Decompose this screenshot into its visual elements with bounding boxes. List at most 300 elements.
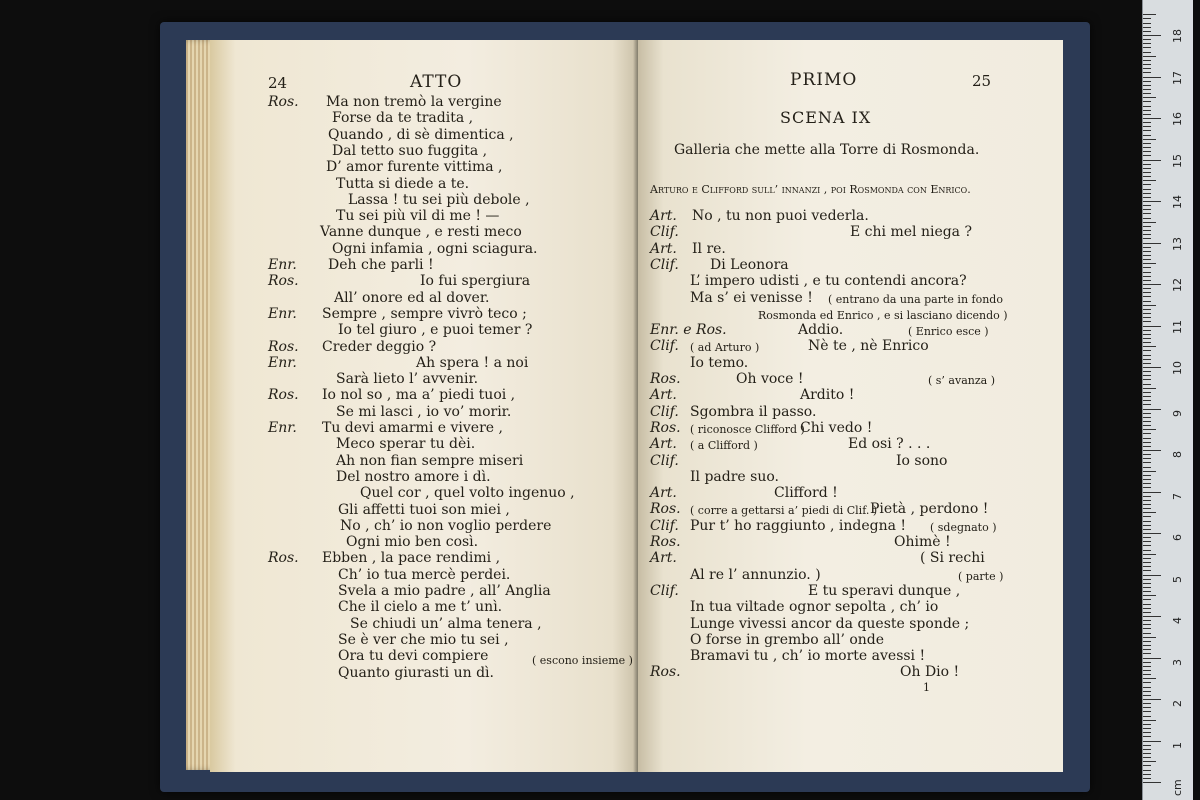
ruler-tick <box>1143 72 1151 73</box>
stage-direction: ( entrano da una parte in fondo <box>828 292 1003 306</box>
dialogue-line: E chi mel niega ? <box>850 224 972 241</box>
ruler-tick <box>1143 550 1151 551</box>
ruler-number: 1 <box>1171 741 1184 749</box>
ruler-tick <box>1143 122 1151 123</box>
dialogue-line: Addio. <box>798 322 844 339</box>
verse-line: All’ onore ed al dover. <box>334 289 490 306</box>
ruler-number: 17 <box>1171 70 1184 85</box>
ruler-tick <box>1143 512 1156 513</box>
ruler-tick <box>1143 305 1156 306</box>
speaker-label: Art. <box>650 240 677 257</box>
ruler-tick <box>1143 595 1156 596</box>
verse-line: Lassa ! tu sei più debole , <box>348 191 530 208</box>
ruler-tick <box>1143 379 1151 380</box>
ruler-tick <box>1143 487 1151 488</box>
left-running-head: ATTO <box>410 72 463 92</box>
ruler-tick <box>1143 633 1151 634</box>
ruler-tick <box>1143 218 1151 219</box>
ruler-tick <box>1143 14 1156 15</box>
ruler-tick <box>1143 384 1151 385</box>
right-page-number: 25 <box>972 72 992 90</box>
verse-line: Tutta si diede a te. <box>336 175 470 192</box>
ruler-tick <box>1143 151 1151 152</box>
ruler-tick <box>1143 724 1151 725</box>
speaker-label: Clif. <box>650 338 679 355</box>
verse-line: Del nostro amore i dì. <box>336 468 491 485</box>
verse-line: Ah spera ! a noi <box>416 354 529 371</box>
dialogue-line: Di Leonora <box>710 256 789 273</box>
ruler-tick <box>1143 471 1156 472</box>
ruler-tick <box>1143 267 1151 268</box>
speaker-label: Clif. <box>650 403 679 420</box>
dialogue-line: O forse in grembo all’ onde <box>690 631 885 648</box>
ruler-tick <box>1143 355 1151 356</box>
ruler-tick <box>1143 93 1151 94</box>
ruler-tick <box>1143 500 1151 501</box>
ruler-tick <box>1143 27 1151 28</box>
speaker-label: Art. <box>650 485 677 502</box>
ruler-tick <box>1143 18 1151 19</box>
dialogue-line: Ardito ! <box>800 387 855 404</box>
verse-line: Ebben , la pace rendimi , <box>322 550 501 567</box>
dialogue-line: Oh Dio ! <box>900 664 960 681</box>
ruler-tick <box>1143 458 1151 459</box>
verse-line: Creder deggio ? <box>322 338 437 355</box>
dialogue-line: Oh voce ! <box>736 371 804 387</box>
dialogue-line: Lunge vivessi ancor da queste sponde ; <box>690 615 970 632</box>
verse-line: Tu devi amarmi e vivere , <box>322 420 503 436</box>
verse-line: Tu sei più vil di me ! — <box>336 208 500 225</box>
speaker-label: Art. <box>650 208 677 224</box>
speaker-label: Ros. <box>268 338 299 355</box>
ruler-tick <box>1143 429 1156 430</box>
ruler-tick <box>1143 616 1161 617</box>
stage-direction: ( parte ) <box>958 569 1004 583</box>
ruler-tick <box>1143 757 1151 758</box>
dialogue-line: Ma s’ ei venisse ! <box>690 289 813 306</box>
dialogue-line: No , tu non puoi vederla. <box>692 208 869 224</box>
ruler-tick <box>1143 599 1151 600</box>
ruler-number: 2 <box>1171 700 1184 707</box>
ruler-tick <box>1143 284 1161 285</box>
ruler-tick <box>1143 292 1151 293</box>
ruler-tick <box>1143 35 1161 36</box>
ruler-tick <box>1143 591 1151 592</box>
ruler-number: 3 <box>1171 658 1184 666</box>
dialogue-line: Il re. <box>692 240 726 257</box>
ruler-tick <box>1143 479 1151 480</box>
verse-line: Sarà lieto l’ avvenir. <box>336 371 479 388</box>
measuring-ruler <box>1142 0 1193 800</box>
ruler-tick <box>1143 421 1151 422</box>
ruler-tick <box>1143 720 1156 721</box>
ruler-tick <box>1143 280 1151 281</box>
ruler-tick <box>1143 321 1151 322</box>
ruler-tick <box>1143 176 1151 177</box>
ruler-tick <box>1143 272 1151 273</box>
ruler-tick <box>1143 238 1151 239</box>
dialogue-line: Bramavi tu , ch’ io morte avessi ! <box>690 648 926 665</box>
scene-setting: Galleria che mette alla Torre di Rosmonda. <box>674 142 980 158</box>
speaker-label: Art. <box>650 387 677 404</box>
ruler-tick <box>1143 56 1156 57</box>
ruler-tick <box>1143 89 1151 90</box>
ruler-tick <box>1143 230 1151 231</box>
ruler-tick <box>1143 130 1151 131</box>
ruler-tick <box>1143 658 1161 659</box>
verse-line: Io tel giuro , e puoi temer ? <box>338 322 533 339</box>
stage-direction-exit: ( escono insieme ) <box>532 654 633 667</box>
ruler-tick <box>1143 404 1151 405</box>
ruler-tick <box>1143 612 1151 613</box>
dialogue-line: Io sono <box>896 452 948 469</box>
ruler-tick <box>1143 450 1161 451</box>
speaker-label: Ros. <box>650 419 681 436</box>
ruler-tick <box>1143 47 1151 48</box>
stage-direction: ( riconosce Clifford ) <box>690 422 805 436</box>
ruler-tick <box>1143 425 1151 426</box>
ruler-tick <box>1143 392 1151 393</box>
ruler-number: 11 <box>1171 319 1184 334</box>
ruler-tick <box>1143 433 1151 434</box>
verse-line: Vanne dunque , e resti meco <box>320 224 522 241</box>
right-page <box>638 40 1063 772</box>
dialogue-line: Ed osi ? . . . <box>848 436 931 453</box>
ruler-number: 7 <box>1171 492 1184 500</box>
ruler-tick <box>1143 533 1161 534</box>
dialogue-line: L’ impero udisti , e tu contendi ancora? <box>690 273 967 290</box>
ruler-tick <box>1143 193 1151 194</box>
ruler-tick <box>1143 446 1151 447</box>
verse-line: Se mi lasci , io vo’ morir. <box>336 403 512 420</box>
ruler-tick <box>1143 703 1151 704</box>
ruler-number: 18 <box>1171 29 1184 43</box>
ruler-tick <box>1143 558 1151 559</box>
verse-line: Ogni mio ben così. <box>346 534 479 551</box>
stage-direction: ( corre a gettarsi a’ piedi di Clif. ) <box>690 504 878 518</box>
ruler-tick <box>1143 554 1156 555</box>
ruler-tick <box>1143 313 1151 314</box>
ruler-tick <box>1143 413 1151 414</box>
ruler-tick <box>1143 525 1151 526</box>
ruler-number: 15 <box>1171 153 1184 168</box>
ruler-tick <box>1143 288 1151 289</box>
ruler-tick <box>1143 81 1151 82</box>
ruler-tick <box>1143 197 1151 198</box>
ruler-tick <box>1143 521 1151 522</box>
ruler-tick <box>1143 753 1151 754</box>
ruler-tick <box>1143 666 1151 667</box>
ruler-tick <box>1143 400 1151 401</box>
ruler-tick <box>1143 77 1161 78</box>
ruler-tick <box>1143 575 1161 576</box>
ruler-tick <box>1143 85 1151 86</box>
ruler-tick <box>1143 774 1151 775</box>
speaker-label: Ros. <box>268 273 299 290</box>
speaker-label: Ros. <box>268 387 299 404</box>
ruler-tick <box>1143 226 1151 227</box>
verse-line: Svela a mio padre , all’ Anglia <box>338 583 551 599</box>
ruler-tick <box>1143 583 1151 584</box>
ruler-tick <box>1143 234 1151 235</box>
stage-direction: ( a Clifford ) <box>690 439 758 453</box>
ruler-tick <box>1143 396 1151 397</box>
left-page <box>210 40 638 772</box>
ruler-tick <box>1143 641 1151 642</box>
ruler-tick <box>1143 31 1151 32</box>
ruler-tick <box>1143 180 1156 181</box>
ruler-tick <box>1143 43 1151 44</box>
ruler-tick <box>1143 782 1161 783</box>
ruler-tick <box>1143 326 1161 327</box>
verse-line: Quanto giurasti un dì. <box>338 664 494 681</box>
verse-line: Dal tetto suo fuggita , <box>332 142 488 159</box>
ruler-tick <box>1143 164 1151 165</box>
ruler-tick <box>1143 496 1151 497</box>
ruler-tick <box>1143 213 1151 214</box>
speaker-label: Enr. <box>268 257 297 273</box>
ruler-tick <box>1143 541 1151 542</box>
ruler-tick <box>1143 23 1151 24</box>
ruler-tick <box>1143 276 1151 277</box>
ruler-number: 5 <box>1171 575 1184 583</box>
ruler-tick <box>1143 732 1151 733</box>
ruler-tick <box>1143 97 1156 98</box>
ruler-tick <box>1143 68 1151 69</box>
ruler-tick <box>1143 645 1151 646</box>
ruler-tick <box>1143 39 1151 40</box>
ruler-tick <box>1143 620 1151 621</box>
ruler-tick <box>1143 765 1151 766</box>
dialogue-line: Clifford ! <box>774 485 838 502</box>
speaker-label: Art. <box>650 550 677 567</box>
ruler-tick <box>1143 309 1151 310</box>
ruler-tick <box>1143 492 1161 493</box>
verse-line: Sempre , sempre vivrò teco ; <box>322 305 527 322</box>
ruler-tick <box>1143 205 1151 206</box>
ruler-tick <box>1143 707 1151 708</box>
ruler-number: 14 <box>1171 195 1184 209</box>
speaker-label: Clif. <box>650 582 679 599</box>
ruler-tick <box>1143 716 1151 717</box>
ruler-tick <box>1143 467 1151 468</box>
ruler-tick <box>1143 52 1151 53</box>
ruler-tick <box>1143 201 1161 202</box>
ruler-tick <box>1143 442 1151 443</box>
ruler-number: 12 <box>1171 278 1184 292</box>
speaker-label: Clif. <box>650 517 679 534</box>
ruler-tick <box>1143 695 1151 696</box>
ruler-number: 8 <box>1171 451 1184 458</box>
ruler-tick <box>1143 691 1151 692</box>
ruler-tick <box>1143 475 1151 476</box>
ruler-number: 16 <box>1171 112 1184 126</box>
ruler-tick <box>1143 263 1156 264</box>
speaker-label: Ros. <box>268 94 299 110</box>
ruler-tick <box>1143 409 1161 410</box>
ruler-tick <box>1143 508 1151 509</box>
verse-line: Io nol so , ma a’ piedi tuoi , <box>322 387 516 404</box>
ruler-tick <box>1143 483 1151 484</box>
ruler-tick <box>1143 388 1156 389</box>
ruler-tick <box>1143 711 1151 712</box>
right-running-head: PRIMO <box>790 70 858 90</box>
ruler-tick <box>1143 64 1151 65</box>
ruler-tick <box>1143 135 1151 136</box>
ruler-tick <box>1143 101 1151 102</box>
dialogue-line: Pietà , perdono ! <box>870 501 989 518</box>
dialogue-line: Ohimè ! <box>894 534 951 550</box>
dialogue-line: Chi vedo ! <box>800 419 873 436</box>
dialogue-line: Io temo. <box>690 354 749 371</box>
ruler-tick <box>1143 529 1151 530</box>
speaker-label: Art. <box>650 436 677 453</box>
verse-line: Quel cor , quel volto ingenuo , <box>360 485 575 502</box>
ruler-tick <box>1143 155 1151 156</box>
ruler-tick <box>1143 516 1151 517</box>
ruler-tick <box>1143 778 1151 779</box>
stage-direction: ( ad Arturo ) <box>690 341 760 355</box>
ruler-tick <box>1143 537 1151 538</box>
ruler-tick <box>1143 350 1151 351</box>
ruler-tick <box>1143 334 1151 335</box>
ruler-tick <box>1143 770 1151 771</box>
verse-line: Se chiudi un’ alma tenera , <box>350 615 542 632</box>
verse-line: Ch’ io tua mercè perdei. <box>338 566 511 583</box>
dialogue-line: ( Si rechi <box>920 550 985 567</box>
stage-direction: ( sdegnato ) <box>930 520 997 534</box>
ruler-tick <box>1143 687 1151 688</box>
verse-line: Ma non tremò la vergine <box>326 94 502 110</box>
verse-line: Quando , di sè dimentica , <box>328 126 514 143</box>
dialogue-line: Sgombra il passo. <box>690 403 817 420</box>
ruler-tick <box>1143 168 1151 169</box>
ruler-tick <box>1143 628 1151 629</box>
ruler-tick <box>1143 682 1151 683</box>
ruler-tick <box>1143 106 1151 107</box>
verse-line: Che il cielo a me t’ unì. <box>338 599 503 616</box>
ruler-tick <box>1143 375 1151 376</box>
ruler-tick <box>1143 570 1151 571</box>
ruler-tick <box>1143 637 1156 638</box>
ruler-tick <box>1143 749 1151 750</box>
ruler-tick <box>1143 736 1151 737</box>
verse-line: Forse da te tradita , <box>332 110 474 127</box>
ruler-number: 10 <box>1171 361 1184 375</box>
ruler-tick <box>1143 189 1151 190</box>
speaker-label: Clif. <box>650 256 679 273</box>
stage-direction: ( Enrico esce ) <box>908 325 989 339</box>
ruler-tick <box>1143 604 1151 605</box>
ruler-tick <box>1143 243 1161 244</box>
ruler-tick <box>1143 60 1151 61</box>
ruler-tick <box>1143 454 1151 455</box>
stage-direction: Rosmonda ed Enrico , e si lasciano dicendo ) <box>758 308 1008 322</box>
speaker-label: Ros. <box>650 371 681 387</box>
ruler-tick <box>1143 761 1156 762</box>
verse-line: Gli affetti tuoi son miei , <box>338 501 510 518</box>
ruler-tick <box>1143 147 1151 148</box>
ruler-tick <box>1143 296 1151 297</box>
dialogue-line: Pur t’ ho raggiunto , indegna ! <box>690 517 907 534</box>
scene-characters: Arturo e Clifford sull’ innanzi , poi Rosmonda con Enrico. <box>650 183 971 196</box>
speaker-label: Ros. <box>650 501 681 518</box>
ruler-tick <box>1143 184 1151 185</box>
ruler-tick <box>1143 587 1151 588</box>
ruler-tick <box>1143 172 1151 173</box>
stage-direction: ( s’ avanza ) <box>928 374 995 387</box>
ruler-tick <box>1143 126 1151 127</box>
dialogue-line: Il padre suo. <box>690 468 779 485</box>
ruler-tick <box>1143 608 1151 609</box>
dialogue-line: Nè te , nè Enrico <box>808 338 929 355</box>
speaker-label: Enr. <box>268 305 297 322</box>
speaker-label: Ros. <box>650 664 681 681</box>
ruler-tick <box>1143 678 1156 679</box>
ruler-tick <box>1143 371 1151 372</box>
ruler-tick <box>1143 417 1151 418</box>
ruler-tick <box>1143 545 1151 546</box>
speaker-label: Enr. <box>268 354 297 371</box>
verse-line: Meco sperar tu dèi. <box>336 436 476 453</box>
verse-line: Ogni infamia , ogni sciagura. <box>332 240 538 257</box>
ruler-tick <box>1143 653 1151 654</box>
ruler-tick <box>1143 670 1151 671</box>
speaker-label: Enr. e Ros. <box>650 322 727 339</box>
scene-title: SCENA IX <box>780 108 872 127</box>
ruler-tick <box>1143 562 1151 563</box>
ruler-tick <box>1143 624 1151 625</box>
ruler-tick <box>1143 662 1151 663</box>
ruler-number: 4 <box>1171 617 1184 624</box>
ruler-tick <box>1143 222 1156 223</box>
ruler-tick <box>1143 438 1151 439</box>
ruler-tick <box>1143 745 1151 746</box>
ruler-tick <box>1143 118 1161 119</box>
dialogue-line: E tu speravi dunque , <box>808 582 961 599</box>
ruler-tick <box>1143 649 1151 650</box>
ruler-tick <box>1143 363 1151 364</box>
verse-line: D’ amor furente vittima , <box>326 159 503 176</box>
ruler-tick <box>1143 209 1151 210</box>
dialogue-line: In tua viltade ognor sepolta , ch’ io <box>690 599 939 616</box>
left-page-number: 24 <box>268 74 288 92</box>
ruler-tick <box>1143 143 1151 144</box>
speaker-label: Ros. <box>268 550 299 567</box>
ruler-tick <box>1143 674 1151 675</box>
ruler-tick <box>1143 462 1151 463</box>
speaker-label: Clif. <box>650 452 679 469</box>
ruler-number: 9 <box>1171 409 1184 417</box>
verse-line: No , ch’ io non voglio perdere <box>340 517 552 534</box>
ruler-tick <box>1143 741 1161 742</box>
ruler-tick <box>1143 346 1156 347</box>
ruler-tick <box>1143 114 1151 115</box>
ruler-tick <box>1143 247 1151 248</box>
ruler-tick <box>1143 367 1161 368</box>
verse-line: Deh che parli ! <box>328 257 434 273</box>
ruler-tick <box>1143 566 1151 567</box>
ruler-tick <box>1143 338 1151 339</box>
signature-mark: 1 <box>923 681 930 694</box>
ruler-tick <box>1143 160 1161 161</box>
ruler-number: 6 <box>1171 534 1184 541</box>
speaker-label: Enr. <box>268 420 297 436</box>
verse-line: Ah non fian sempre miseri <box>336 452 524 469</box>
ruler-tick <box>1143 330 1151 331</box>
ruler-tick <box>1143 728 1151 729</box>
ruler-tick <box>1143 259 1151 260</box>
